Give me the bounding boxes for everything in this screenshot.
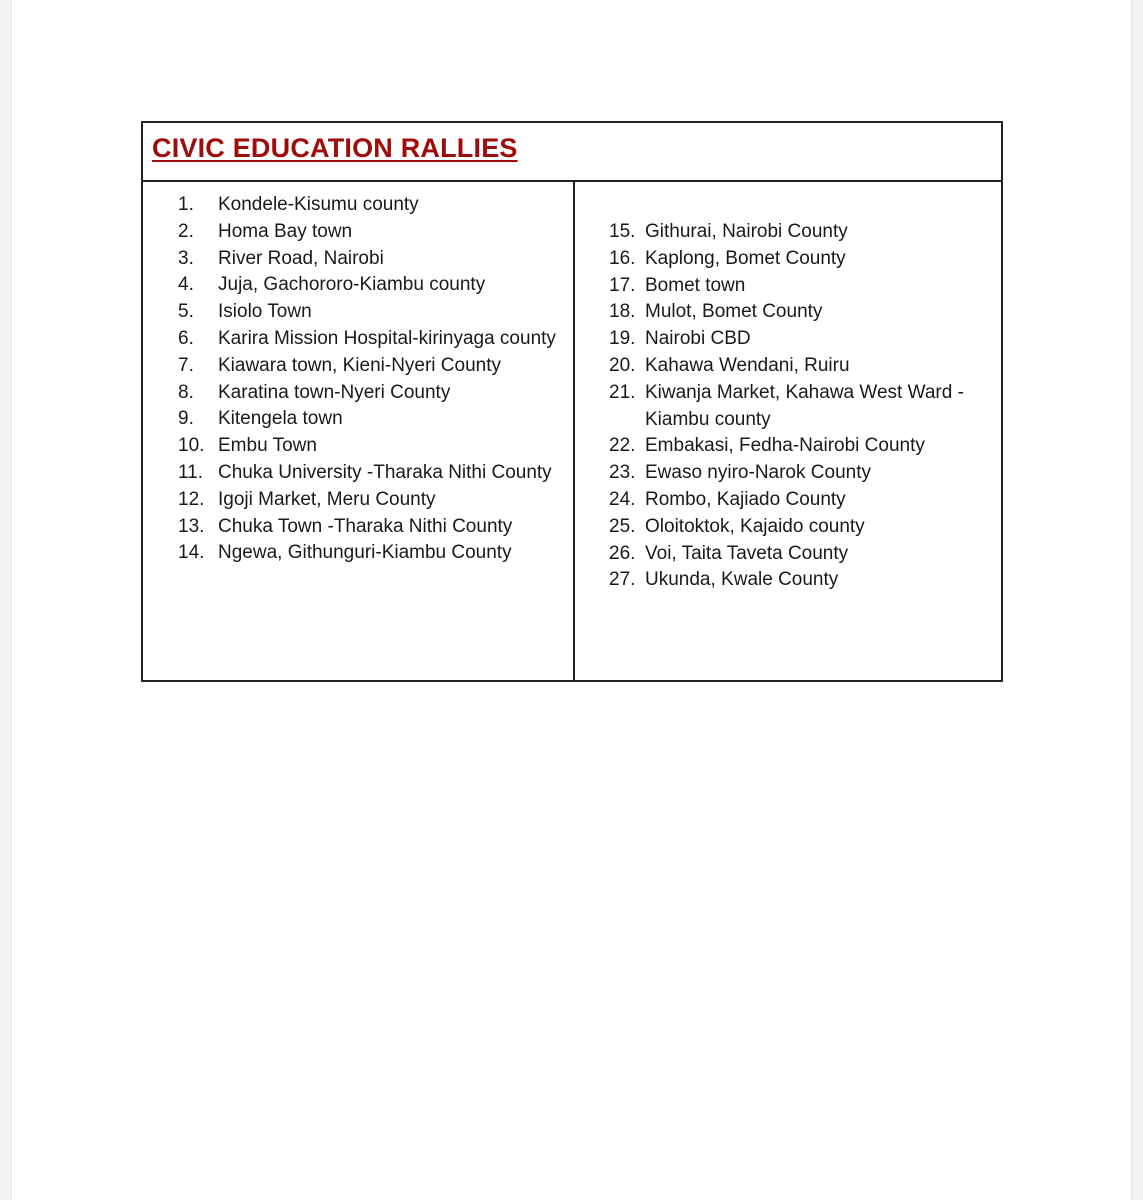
item-location: Juja, Gachororo-Kiambu county xyxy=(218,274,486,296)
item-number: 22. xyxy=(609,435,636,457)
item-number: 15. xyxy=(609,221,636,242)
item-number: 3. xyxy=(178,247,194,269)
item-location: Chuka University -Tharaka Nithi County xyxy=(218,461,552,483)
item-number: 2. xyxy=(178,220,194,242)
list-item xyxy=(178,353,568,380)
list-item xyxy=(609,326,1001,353)
item-number: 6. xyxy=(178,327,194,349)
item-location: Kiawara town, Kieni-Nyeri County xyxy=(218,354,502,376)
document-title: CIVIC EDUCATION RALLIES xyxy=(152,133,518,163)
item-location: Karira Mission Hospital-kirinyaga county xyxy=(218,327,556,349)
list-item xyxy=(178,192,568,219)
item-number: 14. xyxy=(178,542,205,564)
list-item xyxy=(609,567,1001,594)
item-number: 20. xyxy=(609,354,636,376)
list-item xyxy=(609,487,1001,514)
item-number: 8. xyxy=(178,381,194,403)
document-page xyxy=(11,0,1132,1200)
item-number: 16. xyxy=(609,247,636,269)
list-item xyxy=(178,219,568,246)
item-location: Mulot, Bomet County xyxy=(645,301,823,323)
list-item xyxy=(178,460,568,487)
list-item xyxy=(178,406,568,433)
item-location: Kondele-Kisumu county xyxy=(218,194,419,215)
item-number: 26. xyxy=(609,542,636,564)
item-number: 10. xyxy=(178,435,205,457)
list-item xyxy=(609,219,1001,246)
item-number: 19. xyxy=(609,328,636,350)
item-location: Ewaso nyiro-Narok County xyxy=(645,462,871,484)
item-number: 4. xyxy=(178,274,194,296)
item-location: Voi, Taita Taveta County xyxy=(645,542,849,564)
list-item xyxy=(178,326,568,353)
item-location: Chuka Town -Tharaka Nithi County xyxy=(218,515,513,537)
list-item xyxy=(609,246,1001,273)
item-location: Githurai, Nairobi County xyxy=(645,221,848,242)
list-item xyxy=(178,380,568,407)
item-location: Bomet town xyxy=(645,274,746,296)
list-item xyxy=(609,353,1001,380)
column-divider xyxy=(573,181,575,680)
item-location: Igoji Market, Meru County xyxy=(218,488,436,510)
right-column-list xyxy=(609,219,1001,594)
item-location: River Road, Nairobi xyxy=(218,247,384,269)
list-item xyxy=(609,541,1001,568)
item-number: 18. xyxy=(609,301,636,323)
list-item xyxy=(178,514,568,541)
item-number: 21. xyxy=(609,381,636,403)
item-location: Isiolo Town xyxy=(218,301,312,323)
list-item xyxy=(609,273,1001,300)
item-location: Homa Bay town xyxy=(218,220,353,242)
item-location: Kahawa Wendani, Ruiru xyxy=(645,354,850,376)
list-item xyxy=(178,540,568,567)
list-item xyxy=(609,460,1001,487)
item-number: 7. xyxy=(178,354,194,376)
item-number: 24. xyxy=(609,488,636,510)
left-column-list xyxy=(178,192,568,567)
item-number: 9. xyxy=(178,408,194,430)
rallies-table xyxy=(141,121,1003,682)
item-number: 11. xyxy=(178,461,204,483)
item-number: 27. xyxy=(609,569,636,591)
item-number: 13. xyxy=(178,515,205,537)
list-item xyxy=(178,272,568,299)
list-item xyxy=(178,433,568,460)
list-item xyxy=(609,514,1001,541)
table-header-row xyxy=(143,123,1001,182)
item-location: Rombo, Kajiado County xyxy=(645,488,846,510)
item-location: Nairobi CBD xyxy=(645,328,751,350)
item-number: 25. xyxy=(609,515,636,537)
item-number: 12. xyxy=(178,488,205,510)
item-number: 17. xyxy=(609,274,636,296)
list-item xyxy=(178,246,568,273)
item-number: 1. xyxy=(178,194,194,215)
list-item xyxy=(609,299,1001,326)
item-number: 5. xyxy=(178,301,194,323)
list-item xyxy=(178,299,568,326)
item-location: Kaplong, Bomet County xyxy=(645,247,846,269)
list-item xyxy=(178,487,568,514)
item-location: Ngewa, Githunguri-Kiambu County xyxy=(218,542,512,564)
item-location: Oloitoktok, Kajaido county xyxy=(645,515,865,537)
item-location: Karatina town-Nyeri County xyxy=(218,381,451,403)
item-location: Kiwanja Market, Kahawa West Ward -Kiambu county xyxy=(645,381,964,430)
list-item xyxy=(609,433,1001,460)
list-item xyxy=(609,380,1001,434)
item-location: Ukunda, Kwale County xyxy=(645,569,839,591)
item-location: Embakasi, Fedha-Nairobi County xyxy=(645,435,925,457)
item-location: Kitengela town xyxy=(218,408,343,430)
item-number: 23. xyxy=(609,462,636,484)
item-location: Embu Town xyxy=(218,435,317,457)
